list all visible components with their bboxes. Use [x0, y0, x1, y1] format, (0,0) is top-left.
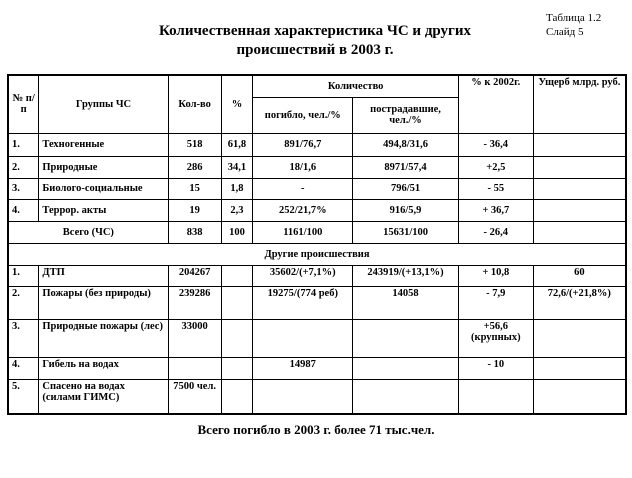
row-pct: [221, 319, 253, 357]
row-injured: [353, 379, 459, 414]
row-number: 1.: [8, 265, 39, 286]
row-damage: [533, 357, 626, 379]
row-vs2002: - 10: [458, 357, 533, 379]
row-dead: 252/21,7%: [253, 199, 353, 221]
table-row: [8, 357, 626, 379]
row-group: Техногенные: [39, 133, 168, 156]
total-vs2002: - 26,4: [458, 221, 533, 243]
table-row: [8, 178, 626, 199]
row-damage: 72,6/(+21,8%): [533, 286, 626, 319]
row-count: 239286: [168, 286, 221, 319]
table-row: [8, 199, 626, 221]
row-dead: 35602/(+7,1%): [253, 265, 353, 286]
table-tag: [546, 11, 601, 39]
row-number: 1.: [8, 133, 39, 156]
header-quantity: Количество: [253, 75, 458, 97]
row-dead: [253, 319, 353, 357]
total-row: [8, 221, 626, 243]
row-count: 19: [168, 199, 221, 221]
row-vs2002: [458, 379, 533, 414]
header-vs2002: % к 2002г.: [458, 75, 533, 133]
row-count: 7500 чел.: [168, 379, 221, 414]
header-damage: Ущерб млрд. руб.: [533, 75, 626, 133]
row-injured: 8971/57,4: [353, 156, 459, 178]
row-injured: [353, 319, 459, 357]
row-vs2002: + 36,7: [458, 199, 533, 221]
table-row: [8, 286, 626, 319]
row-damage: [533, 156, 626, 178]
row-number: 5.: [8, 379, 39, 414]
row-damage: [533, 133, 626, 156]
row-number: 2.: [8, 286, 39, 319]
row-injured: 494,8/31,6: [353, 133, 459, 156]
row-pct: 2,3: [221, 199, 253, 221]
row-injured: 243919/(+13,1%): [353, 265, 459, 286]
row-injured: 916/5,9: [353, 199, 459, 221]
row-number: 2.: [8, 156, 39, 178]
row-pct: [221, 379, 253, 414]
row-pct: [221, 357, 253, 379]
total-damage: [533, 221, 626, 243]
row-group: Террор. акты: [39, 199, 168, 221]
row-number: 3.: [8, 319, 39, 357]
row-dead: -: [253, 178, 353, 199]
header-num: № п/п: [8, 75, 39, 133]
footer-note: Всего погибло в 2003 г. более 71 тыс.чел.: [197, 422, 435, 437]
other-section-row: [8, 243, 626, 265]
row-injured: [353, 357, 459, 379]
table-row: [8, 319, 626, 357]
row-group: Спасено на водах (силами ГИМС): [39, 379, 168, 414]
total-injured: 15631/100: [353, 221, 459, 243]
emergency-table: [7, 74, 627, 415]
row-dead: 19275/(774 реб): [253, 286, 353, 319]
row-vs2002: +56,6 (крупных): [458, 319, 533, 357]
row-group: Пожары (без природы): [39, 286, 168, 319]
row-vs2002: + 10,8: [458, 265, 533, 286]
row-pct: 1,8: [221, 178, 253, 199]
row-vs2002: +2,5: [458, 156, 533, 178]
row-damage: 60: [533, 265, 626, 286]
header-group: Группы ЧС: [39, 75, 168, 133]
table-row: [8, 133, 626, 156]
total-count: 838: [168, 221, 221, 243]
row-damage: [533, 199, 626, 221]
row-vs2002: - 7,9: [458, 286, 533, 319]
title-line-2: происшествий в 2003 г.: [236, 42, 394, 58]
header-count: Кол-во: [168, 75, 221, 133]
header-row: [8, 75, 626, 97]
row-injured: 796/51: [353, 178, 459, 199]
row-pct: [221, 265, 253, 286]
total-dead: 1161/100: [253, 221, 353, 243]
slide-number: Слайд 5: [546, 26, 584, 38]
header-dead: погибло, чел./%: [253, 97, 353, 133]
header-injured: пострадавшие, чел./%: [353, 97, 459, 133]
title-line-1: Количественная характеристика ЧС и других: [158, 23, 472, 39]
row-count: 204267: [168, 265, 221, 286]
row-count: 15: [168, 178, 221, 199]
row-group: Природные пожары (лес): [39, 319, 168, 357]
row-damage: [533, 319, 626, 357]
other-section-title: Другие происшествия: [8, 243, 626, 265]
row-damage: [533, 379, 626, 414]
row-dead: 14987: [253, 357, 353, 379]
table-row: [8, 265, 626, 286]
row-damage: [533, 178, 626, 199]
row-count: 518: [168, 133, 221, 156]
table-number: Таблица 1.2: [546, 12, 602, 24]
row-vs2002: - 55: [458, 178, 533, 199]
total-pct: 100: [221, 221, 253, 243]
total-label: Всего (ЧС): [8, 221, 168, 243]
row-dead: 18/1,6: [253, 156, 353, 178]
table-row: [8, 379, 626, 414]
row-pct: 61,8: [221, 133, 253, 156]
row-count: [168, 357, 221, 379]
row-dead: 891/76,7: [253, 133, 353, 156]
row-group: Гибель на водах: [39, 357, 168, 379]
row-count: 33000: [168, 319, 221, 357]
row-number: 3.: [8, 178, 39, 199]
row-pct: [221, 286, 253, 319]
row-count: 286: [168, 156, 221, 178]
row-pct: 34,1: [221, 156, 253, 178]
row-dead: [253, 379, 353, 414]
page-title: [120, 22, 510, 60]
row-group: Природные: [39, 156, 168, 178]
row-number: 4.: [8, 357, 39, 379]
row-number: 4.: [8, 199, 39, 221]
row-vs2002: - 36,4: [458, 133, 533, 156]
row-injured: 14058: [353, 286, 459, 319]
row-group: Биолого-социальные: [39, 178, 168, 199]
header-pct: %: [221, 75, 253, 133]
table-row: [8, 156, 626, 178]
row-group: ДТП: [39, 265, 168, 286]
